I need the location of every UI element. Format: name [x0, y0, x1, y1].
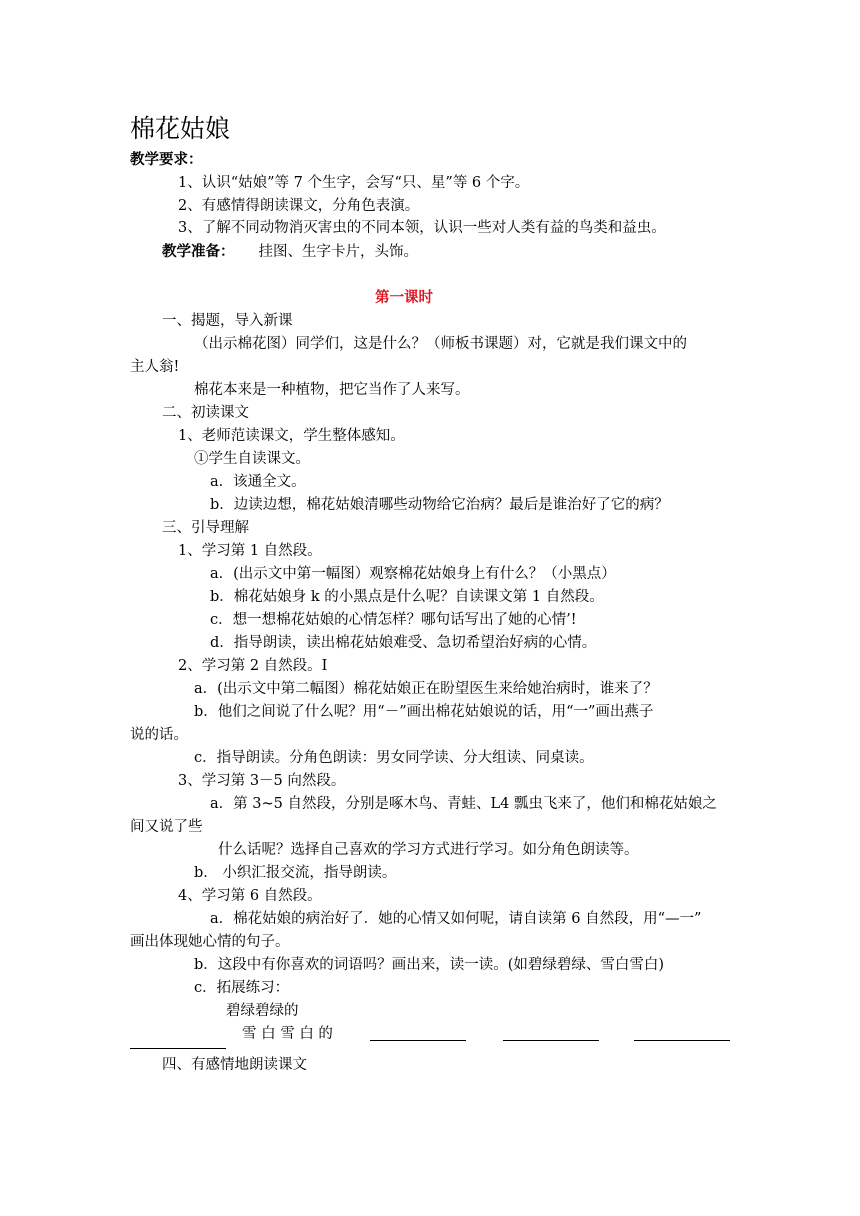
- section-2-heading: 二、初读课文: [162, 405, 249, 421]
- section-3-item-3-a-cont: 间又说了些: [130, 819, 203, 835]
- fill-blank-3: [634, 1040, 730, 1041]
- section-3-item-4-c: c．拓展练习：: [194, 980, 290, 996]
- section-3-item-2-b: b．他们之间说了什么呢？用“－”画出棉花姑娘说的话，用“一”画出燕子: [194, 704, 654, 720]
- section-2-item-1-b: b．边读边想，棉花姑娘清哪些动物给它治病？最后是谁治好了它的病？: [210, 497, 669, 513]
- document-title: 棉花姑娘: [130, 114, 231, 143]
- section-3-item-1-c: c．想一想棉花姑娘的心情怎样？哪句话写出了她的心情’!: [210, 612, 577, 628]
- section-2-item-1-sub: ①学生自读课文。: [194, 451, 310, 467]
- section-3-item-1-a: a．(出示文中第一幅图）观察棉花姑娘身上有什么？（小黑点）: [210, 566, 616, 582]
- requirements-heading: 教学要求：: [130, 152, 203, 168]
- section-2-item-1: 1、老师范读课文，学生整体感知。: [178, 428, 405, 444]
- section-3-item-3-a-cont-2: 什么话呢？选择自己喜欢的学习方式进行学习。如分角色朗读等。: [218, 842, 639, 858]
- fill-blank-4: [130, 1048, 226, 1049]
- section-3-item-1: 1、学习第 1 自然段。: [178, 543, 322, 559]
- exercise-word-2: 雪 白 雪 白 的: [242, 1026, 333, 1042]
- section-1-paragraph-1-cont: 主人翁!: [130, 359, 180, 375]
- fill-blank-1: [370, 1040, 466, 1041]
- lesson-title: 第一课时: [375, 290, 433, 306]
- section-1-paragraph-1: （出示棉花图）同学们，这是什么？（师板书课题）对，它就是我们课文中的: [194, 336, 687, 352]
- section-1-heading: 一、揭题，导入新课: [162, 313, 293, 329]
- section-2-item-1-a: a．该通全文。: [210, 474, 306, 490]
- exercise-word-1: 碧绿碧绿的: [226, 1003, 299, 1019]
- section-3-item-3-a: a．第 3~5 自然段，分别是啄木鸟、青蛙、L4 瓢虫飞来了，他们和棉花姑娘之: [210, 796, 717, 812]
- section-3-item-3-b: b． 小织汇报交流，指导朗读。: [194, 865, 397, 881]
- section-3-heading: 三、引导理解: [162, 520, 249, 536]
- section-3-item-4-a-cont: 画出体现她心情的句子。: [130, 934, 290, 950]
- section-1-paragraph-2: 棉花本来是一种植物，把它当作了人来写。: [194, 382, 470, 398]
- section-3-item-1-b: b．棉花姑娘身 k 的小黑点是什么呢？自读课文第 1 自然段。: [210, 589, 604, 605]
- requirement-2: 2、有感情得朗读课文，分角色表演。: [178, 198, 420, 214]
- preparation-text: 挂图、生字卡片，头饰。: [258, 244, 418, 260]
- section-4-heading: 四、有感情地朗读课文: [162, 1057, 307, 1073]
- section-3-item-2-c: c．指导朗读。分角色朗读：男女同学读、分大组读、同桌读。: [194, 750, 594, 766]
- requirement-1: 1、认识“姑娘”等 7 个生字，会写“只、星”等 6 个字。: [178, 175, 530, 191]
- section-3-item-3: 3、学习第 3－5 向然段。: [178, 773, 346, 789]
- section-3-item-2-a: a．(出示文中第二幅图）棉花姑娘正在盼望医生来给她治病时，谁来了？: [194, 681, 658, 697]
- requirement-3: 3、了解不同动物消灭害虫的不同本领，认识一些对人类有益的鸟类和益虫。: [178, 220, 666, 236]
- section-3-item-4-a: a．棉花姑娘的病治好了．她的心情又如何呢，请自读第 6 自然段，用“—一”: [210, 911, 702, 927]
- preparation-label: 教学准备：: [162, 244, 235, 260]
- preparation-line: [162, 242, 418, 262]
- section-3-item-4-b: b．这段中有你喜欢的词语吗？画出来，读一读。(如碧绿碧绿、雪白雪白): [194, 957, 665, 973]
- fill-blank-2: [503, 1040, 599, 1041]
- section-3-item-2: 2、学习第 2 自然段。I: [178, 658, 328, 674]
- section-3-item-4: 4、学习第 6 自然段。: [178, 888, 322, 904]
- section-3-item-2-b-cont: 说的话。: [130, 727, 188, 743]
- section-3-item-1-d: d．指导朗读，读出棉花姑娘难受、急切希望治好病的心情。: [210, 635, 597, 651]
